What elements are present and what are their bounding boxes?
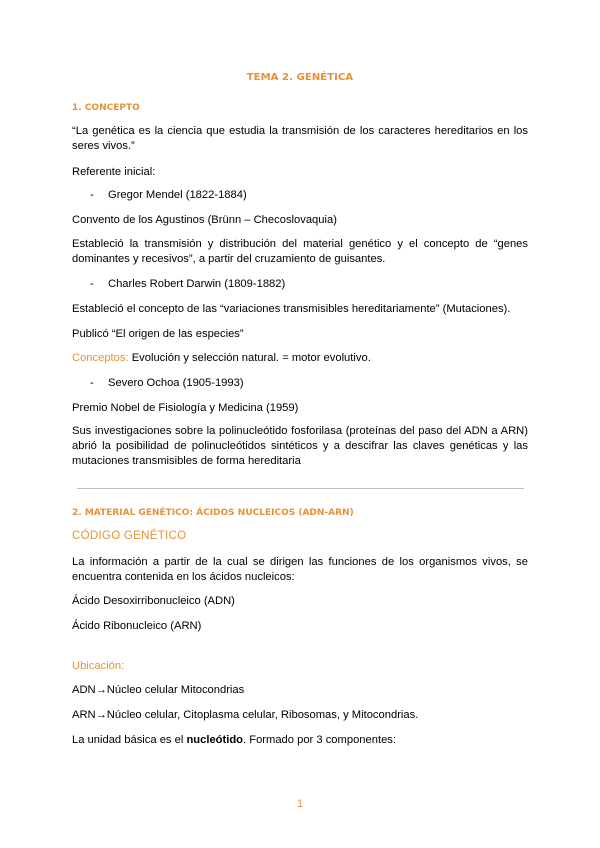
ubicacion-label: Ubicación: [72, 660, 125, 672]
adn-location: ADN→Núcleo celular Mitocondrias [72, 684, 245, 696]
subheading-codigo-genetico: CÓDIGO GENÉTICO [72, 530, 187, 542]
genetics-definition: “La genética es la ciencia que estudia la transmisión de los caracteres hereditarios en los seres vivos.” [72, 125, 528, 152]
list-item-ochoa [90, 376, 244, 391]
concepts-label: Conceptos: [72, 352, 129, 364]
darwin-name: Charles Robert Darwin (1809-1882) [108, 278, 286, 290]
ochoa-research: Sus investigaciones sobre la polinucleótido fosforilasa (proteínas del paso del ADN a ARN) abrió la posibilidad de polinucleótidos sintéticos y a descifrar las claves genéticas y las mutaciones transmisibles de forma hereditaria [72, 425, 528, 467]
list-item-darwin [90, 277, 285, 292]
darwin-contribution: Estableció el concepto de las “variaciones transmisibles hereditariamente” (Mutaciones). [72, 303, 511, 315]
nucleotide-post: . Formado por 3 componentes: [243, 734, 396, 746]
section-heading-material-genetico: 2. MATERIAL GENÉTICO: ÁCIDOS NUCLEICOS (ADN-ARN) [72, 508, 354, 518]
section-divider [77, 488, 524, 489]
bullet-dash: - [90, 189, 94, 201]
adn-definition: Ácido Desoxirribonucleico (ADN) [72, 595, 235, 607]
section-heading-concepto: 1. CONCEPTO [72, 103, 140, 113]
mendel-name: Gregor Mendel (1822-1884) [108, 189, 247, 201]
nucleotide-pre: La unidad básica es el [72, 734, 187, 746]
referente-label: Referente inicial: [72, 166, 156, 178]
ochoa-award: Premio Nobel de Fisiología y Medicina (1959) [72, 402, 299, 414]
document-title: TEMA 2. GENÉTICA [246, 72, 354, 83]
bullet-dash: - [90, 377, 94, 389]
page-number: 1 [296, 798, 304, 810]
concepts-text: Evolución y selección natural. = motor evolutivo. [128, 352, 371, 364]
darwin-concepts [72, 351, 528, 366]
mendel-place: Convento de los Agustinos (Brünn – Checoslovaquia) [72, 214, 337, 226]
darwin-publication: Publicó “El origen de las especies” [72, 328, 244, 340]
bullet-dash: - [90, 278, 94, 290]
arn-location: ARN→Núcleo celular, Citoplasma celular, Ribosomas, y Mitocondrias. [72, 709, 419, 721]
nucleotide-term: nucleótido [186, 734, 244, 746]
list-item-mendel [90, 188, 247, 203]
arn-definition: Ácido Ribonucleico (ARN) [72, 620, 202, 632]
nucleotide-sentence [72, 733, 528, 748]
ochoa-name: Severo Ochoa (1905-1993) [108, 377, 244, 389]
mendel-contribution: Estableció la transmisión y distribución del material genético y el concepto de “genes dominantes y recesivos”, a partir del cruzamiento de guisantes. [72, 238, 528, 265]
nucleic-acids-intro: La información a partir de la cual se dirigen las funciones de los organismos vivos, se encuentra contenida en los ácidos nucleicos: [72, 556, 528, 583]
